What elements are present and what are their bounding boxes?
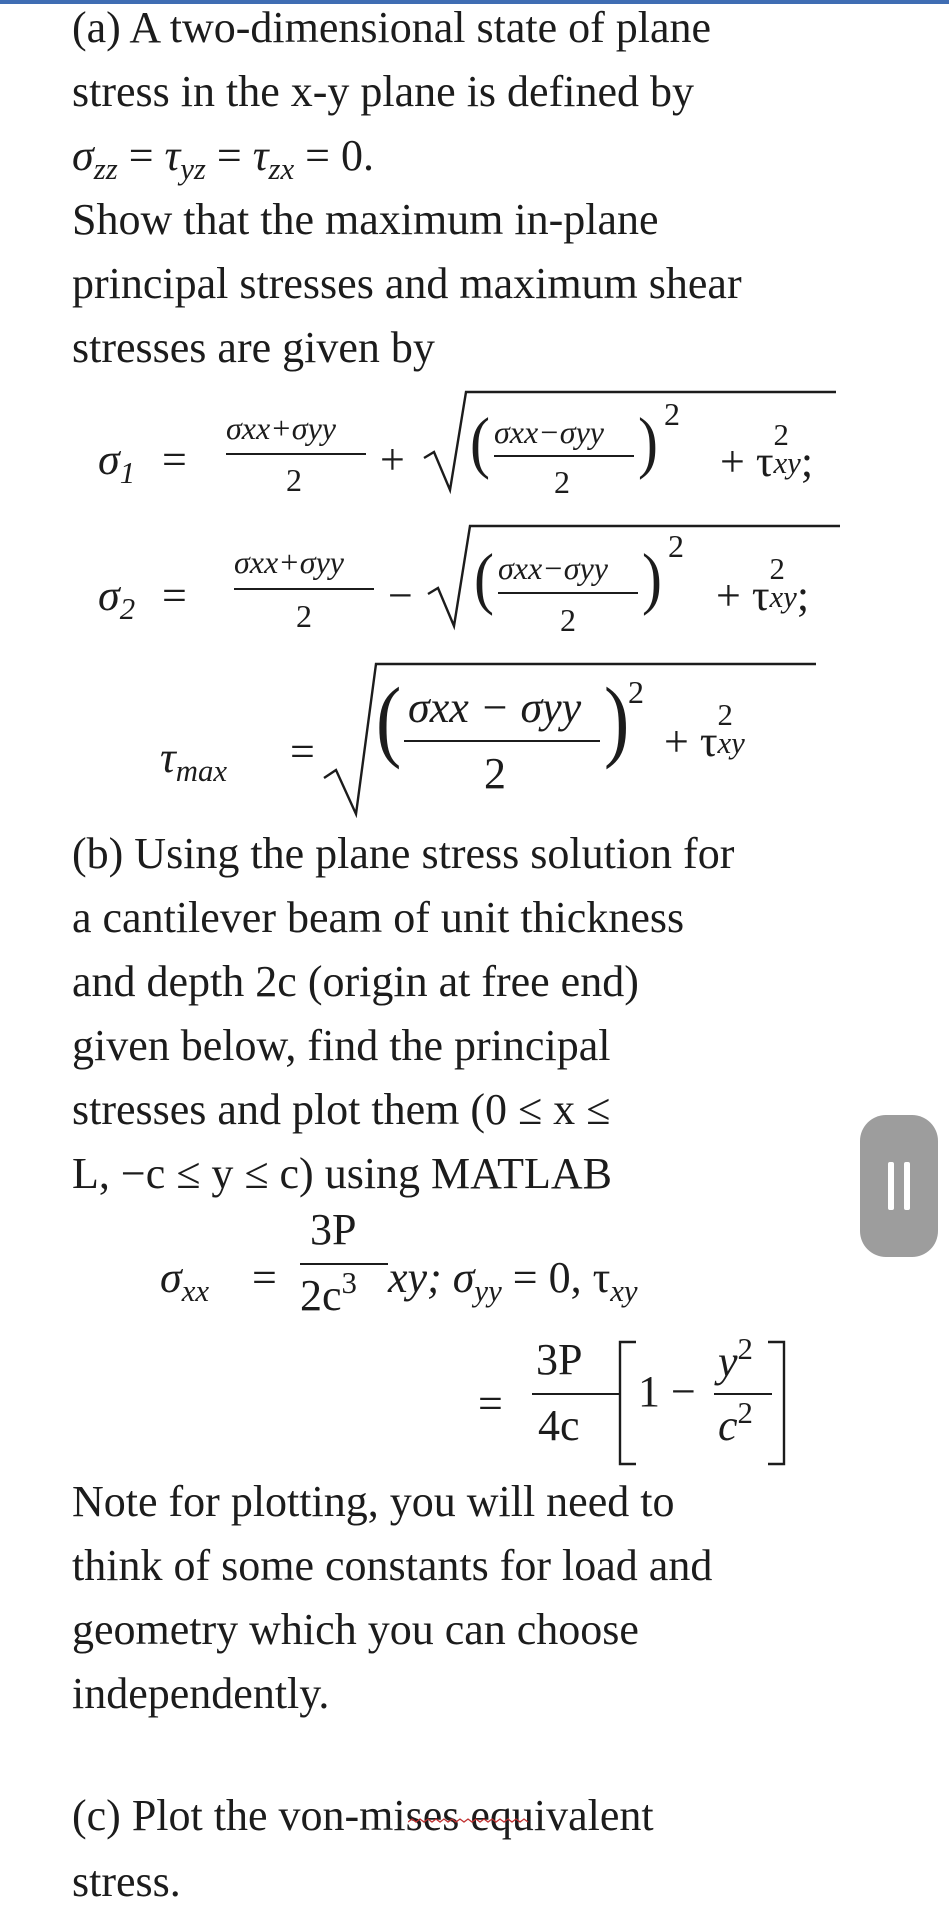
- sigma2-end: ;: [796, 571, 810, 620]
- part-b-line-4: given below, find the principal: [72, 1021, 611, 1070]
- sigma2-inner-denominator: 2: [560, 602, 576, 638]
- cond-t2: τ: [252, 131, 269, 180]
- note-line-3: geometry which you can choose: [72, 1605, 639, 1654]
- sigma1-exponent: 2: [664, 396, 680, 432]
- xy-term: xy; σ: [388, 1253, 475, 1302]
- tau-coef-denominator: 4c: [538, 1401, 580, 1450]
- bracket-one-minus: 1 −: [638, 1367, 696, 1416]
- syy-rhs: = 0, τ: [512, 1253, 611, 1302]
- sigma1-numerator: σxx+σyy: [226, 410, 336, 446]
- sigma2-numerator: σxx+σyy: [234, 544, 344, 580]
- tau-max-inner-denominator: 2: [484, 749, 506, 798]
- cond-t1-sub: yz: [180, 151, 206, 186]
- cond-lhs-sub: zz: [93, 151, 118, 186]
- cond-t2-sub: zx: [268, 151, 295, 186]
- y-sup: 2: [737, 1332, 753, 1367]
- cond-t1: τ: [164, 131, 181, 180]
- sigma1-operator: +: [380, 435, 405, 484]
- sxx-sub: xx: [181, 1273, 210, 1308]
- tau-coef-numerator: 3P: [536, 1335, 583, 1384]
- part-a-line-2: stress in the x-y plane is defined by: [72, 67, 694, 116]
- note-line-4: independently.: [72, 1669, 330, 1718]
- tau-max-tail-sup: 2: [717, 697, 733, 732]
- note-line-2: think of some constants for load and: [72, 1541, 713, 1590]
- part-c-line-1: (c) Plot the von-mises equivalent: [72, 1791, 654, 1840]
- sigma1-symbol: σ: [98, 435, 120, 484]
- sigma2-sub: 2: [119, 591, 136, 626]
- part-b-line-6: L, −c ≤ y ≤ c) using MATLAB: [72, 1149, 612, 1198]
- sigma2-exponent: 2: [668, 528, 684, 564]
- sigma2-tail-sub: xy: [769, 579, 797, 614]
- cond-rhs: = 0.: [305, 131, 374, 180]
- grip-line-right: [904, 1162, 910, 1210]
- part-b-line-2: a cantilever beam of unit thickness: [72, 893, 685, 942]
- part-a-line-6: stresses are given by: [72, 323, 435, 372]
- sigma2-tail: + τ: [716, 571, 770, 620]
- plane-stress-condition: σzz = τyz = τzx = 0.: [72, 131, 374, 186]
- tau-max-sub: max: [175, 753, 228, 788]
- sigma1-tail-sup: 2: [773, 417, 789, 452]
- cond-lhs: σ: [72, 131, 94, 180]
- part-c-line-2: stress.: [72, 1857, 181, 1906]
- y-numerator: y: [718, 1337, 738, 1386]
- grip-line-left: [888, 1162, 894, 1210]
- part-a-line-4: Show that the maximum in-plane: [72, 195, 659, 244]
- coef-denominator: 2c: [300, 1271, 342, 1320]
- part-a-line-5: principal stresses and maximum shear: [72, 259, 742, 308]
- tau-max-exponent: 2: [628, 674, 644, 710]
- c-denominator: c: [718, 1401, 738, 1450]
- tau-max-symbol: τ: [160, 733, 176, 782]
- syy-sub: yy: [474, 1273, 502, 1308]
- part-b-line-5: stresses and plot them (0 ≤ x ≤: [72, 1085, 611, 1134]
- sigma1-tail: + τ: [720, 437, 774, 486]
- coef-den-sup: 3: [341, 1266, 357, 1301]
- sigma2-tail-sup: 2: [769, 551, 785, 586]
- right-bracket: [762, 1338, 792, 1468]
- sigma1-inner-numerator: σxx−σyy: [494, 414, 604, 450]
- note-line-1: Note for plotting, you will need to: [72, 1477, 675, 1526]
- sigma1-inner-denominator: 2: [554, 464, 570, 500]
- sigma1-denominator: 2: [286, 462, 302, 498]
- tau-max-inner-numerator: σxx − σyy: [408, 683, 582, 732]
- sigma2-denominator: 2: [296, 598, 312, 634]
- sigma2-symbol: σ: [98, 571, 120, 620]
- sxx-symbol: σ: [160, 1253, 182, 1302]
- sigma1-end: ;: [800, 437, 814, 486]
- scroll-handle-icon[interactable]: [860, 1115, 938, 1257]
- coef-numerator: 3P: [310, 1205, 357, 1254]
- sxx-equals: =: [252, 1253, 277, 1302]
- part-a-line-1: (a) A two-dimensional state of plane: [72, 3, 712, 52]
- tau-max-tail: + τ: [664, 717, 718, 766]
- sigma1-tail-sub: xy: [773, 445, 801, 480]
- sigma1-sub: 1: [119, 455, 136, 490]
- part-b-line-1: (b) Using the plane stress solution for: [72, 829, 735, 878]
- tau-max-tail-sub: xy: [717, 725, 745, 760]
- txy-sub: xy: [610, 1273, 638, 1308]
- sigma2-operator: −: [388, 571, 413, 620]
- c-sup: 2: [737, 1396, 753, 1431]
- spellcheck-underline: [408, 1818, 532, 1826]
- sigma2-inner-numerator: σxx−σyy: [498, 550, 608, 586]
- part-b-line-3: and depth 2c (origin at free end): [72, 957, 639, 1006]
- tau-equals: =: [478, 1379, 503, 1428]
